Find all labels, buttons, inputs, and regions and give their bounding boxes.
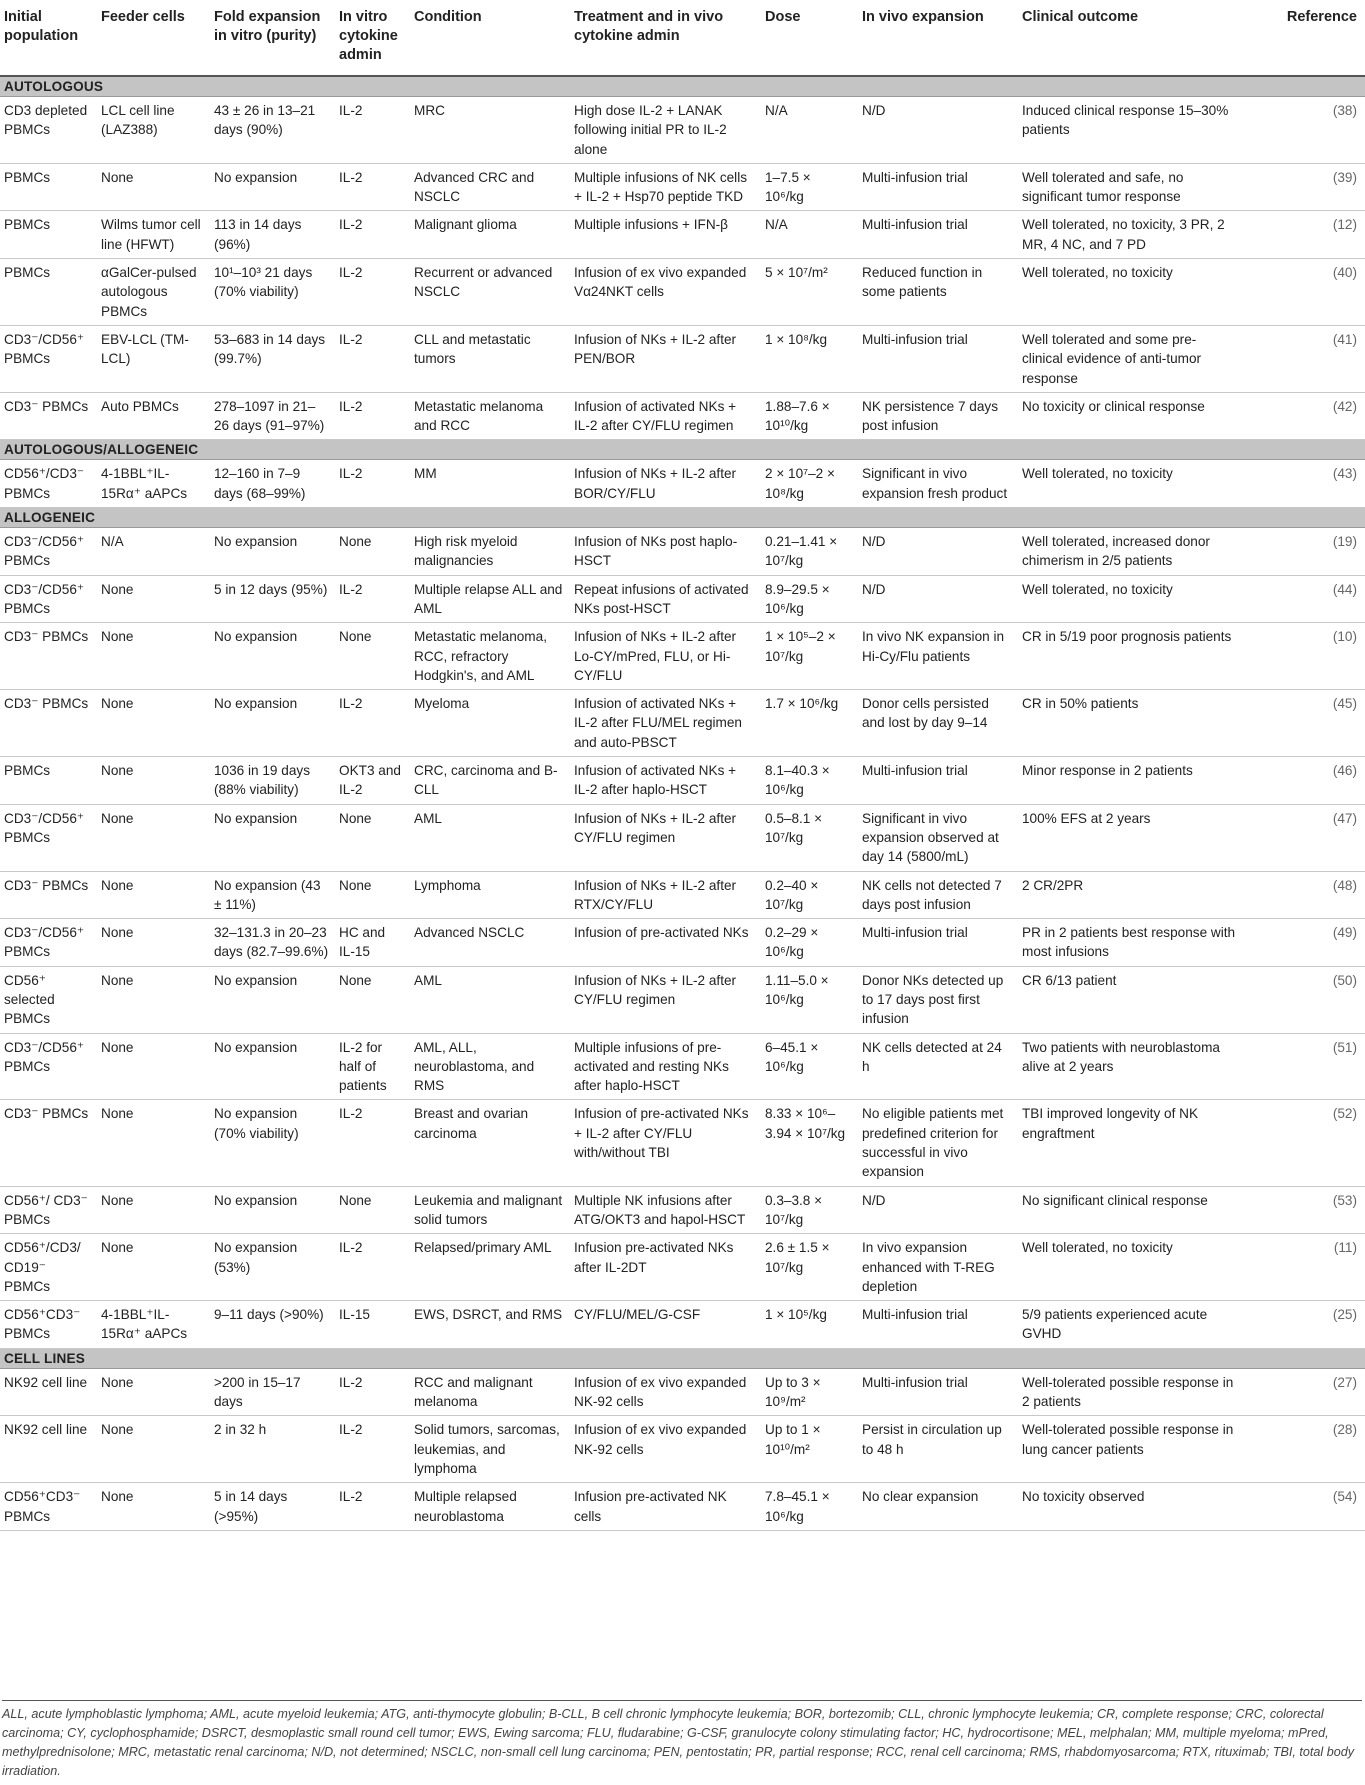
table-cell: 0.21–1.41 × 10⁷/kg xyxy=(761,528,858,576)
table-cell: Multiple NK infusions after ATG/OKT3 and hapol-HSCT xyxy=(570,1186,761,1234)
table-row xyxy=(0,460,1365,508)
table-cell: 8.33 × 10⁶–3.94 × 10⁷/kg xyxy=(761,1100,858,1186)
column-header: Treatment and in vivo cytokine admin xyxy=(570,0,761,76)
table-cell: No expansion (70% viability) xyxy=(210,1100,335,1186)
table-cell: IL-2 xyxy=(335,690,410,757)
table-cell: IL-2 xyxy=(335,1416,410,1483)
table-cell: 0.5–8.1 × 10⁷/kg xyxy=(761,804,858,871)
table-cell: 0.2–29 × 10⁶/kg xyxy=(761,919,858,967)
table-cell: MM xyxy=(410,460,570,508)
table-cell: Infusion of pre-activated NKs xyxy=(570,919,761,967)
table-cell: PBMCs xyxy=(0,163,97,211)
table-cell: CD56⁺/CD3/ CD19⁻ PBMCs xyxy=(0,1234,97,1301)
table-cell: 0.2–40 × 10⁷/kg xyxy=(761,871,858,919)
table-cell: No expansion xyxy=(210,1186,335,1234)
table-cell: (44) xyxy=(1243,575,1365,623)
table-cell: Breast and ovarian carcinoma xyxy=(410,1100,570,1186)
table-row xyxy=(0,528,1365,576)
table-cell: Infusion of activated NKs + IL-2 after haplo-HSCT xyxy=(570,757,761,805)
table-cell: (53) xyxy=(1243,1186,1365,1234)
table-row xyxy=(0,919,1365,967)
table-cell: (45) xyxy=(1243,690,1365,757)
table-cell: None xyxy=(335,528,410,576)
table-cell: (19) xyxy=(1243,528,1365,576)
table-cell: Metastatic melanoma, RCC, refractory Hodgkin's, and AML xyxy=(410,623,570,690)
table-cell: 278–1097 in 21–26 days (91–97%) xyxy=(210,392,335,440)
table-cell: Multi-infusion trial xyxy=(858,163,1018,211)
section-header-row xyxy=(0,76,1365,97)
table-header xyxy=(0,0,1365,76)
table-cell: HC and IL-15 xyxy=(335,919,410,967)
table-cell: 5 in 14 days (>95%) xyxy=(210,1483,335,1531)
table-cell: N/A xyxy=(761,211,858,259)
table-cell: IL-2 xyxy=(335,325,410,392)
table-cell: High dose IL-2 + LANAK following initial PR to IL-2 alone xyxy=(570,97,761,164)
table-cell: No expansion xyxy=(210,623,335,690)
table-cell: No expansion (43 ± 11%) xyxy=(210,871,335,919)
section-header-row xyxy=(0,508,1365,528)
table-cell: 2 CR/2PR xyxy=(1018,871,1243,919)
column-header: Fold expansion in vitro (purity) xyxy=(210,0,335,76)
table-cell: Infusion of ex vivo expanded NK-92 cells xyxy=(570,1368,761,1416)
table-cell: 8.1–40.3 × 10⁶/kg xyxy=(761,757,858,805)
table-cell: Donor NKs detected up to 17 days post first infusion xyxy=(858,966,1018,1033)
table-cell: (52) xyxy=(1243,1100,1365,1186)
table-cell: NK92 cell line xyxy=(0,1368,97,1416)
table-cell: No expansion xyxy=(210,690,335,757)
table-cell: NK persistence 7 days post infusion xyxy=(858,392,1018,440)
table-cell: N/D xyxy=(858,575,1018,623)
table-cell: IL-2 xyxy=(335,163,410,211)
table-cell: EWS, DSRCT, and RMS xyxy=(410,1301,570,1349)
table-cell: Lymphoma xyxy=(410,871,570,919)
table-cell: CR in 5/19 poor prognosis patients xyxy=(1018,623,1243,690)
column-header: Initial population xyxy=(0,0,97,76)
table-cell: None xyxy=(97,1483,210,1531)
table-cell: IL-2 xyxy=(335,97,410,164)
table-cell: AML xyxy=(410,966,570,1033)
table-cell: None xyxy=(97,871,210,919)
table-cell: None xyxy=(97,919,210,967)
table-cell: 5 in 12 days (95%) xyxy=(210,575,335,623)
table-cell: 53–683 in 14 days (99.7%) xyxy=(210,325,335,392)
table-cell: PR in 2 patients best response with most infusions xyxy=(1018,919,1243,967)
table-cell: PBMCs xyxy=(0,757,97,805)
table-row xyxy=(0,1100,1365,1186)
table-cell: Well tolerated, no toxicity xyxy=(1018,259,1243,326)
table-cell: Significant in vivo expansion observed at day 14 (5800/mL) xyxy=(858,804,1018,871)
table-cell: CD3⁻/CD56⁺ PBMCs xyxy=(0,919,97,967)
table-cell: Auto PBMCs xyxy=(97,392,210,440)
table-cell: Multiple relapsed neuroblastoma xyxy=(410,1483,570,1531)
table-cell: NK cells detected at 24 h xyxy=(858,1033,1018,1100)
section-header-row xyxy=(0,440,1365,460)
section-label: AUTOLOGOUS/ALLOGENEIC xyxy=(0,440,1365,460)
table-cell: Malignant glioma xyxy=(410,211,570,259)
table-cell: Infusion of NKs post haplo-HSCT xyxy=(570,528,761,576)
section-label: AUTOLOGOUS xyxy=(0,76,1365,97)
table-row xyxy=(0,97,1365,164)
table-cell: 1.88–7.6 × 10¹⁰/kg xyxy=(761,392,858,440)
table-cell: Multi-infusion trial xyxy=(858,757,1018,805)
table-cell: Well-tolerated possible response in lung cancer patients xyxy=(1018,1416,1243,1483)
table-cell: None xyxy=(335,804,410,871)
table-cell: Multiple relapse ALL and AML xyxy=(410,575,570,623)
table-cell: 7.8–45.1 × 10⁶/kg xyxy=(761,1483,858,1531)
table-cell: Infusion of ex vivo expanded Vα24NKT cells xyxy=(570,259,761,326)
table-cell: CD3⁻/CD56⁺ PBMCs xyxy=(0,528,97,576)
table-cell: IL-2 xyxy=(335,211,410,259)
table-cell: 9–11 days (>90%) xyxy=(210,1301,335,1349)
table-cell: (49) xyxy=(1243,919,1365,967)
table-cell: AML, ALL, neuroblastoma, and RMS xyxy=(410,1033,570,1100)
table-cell: None xyxy=(97,690,210,757)
table-cell: 5 × 10⁷/m² xyxy=(761,259,858,326)
table-cell: CLL and metastatic tumors xyxy=(410,325,570,392)
table-cell: Relapsed/primary AML xyxy=(410,1234,570,1301)
table-cell: Infusion of pre-activated NKs + IL-2 after CY/FLU with/without TBI xyxy=(570,1100,761,1186)
table-cell: Reduced function in some patients xyxy=(858,259,1018,326)
section-label: ALLOGENEIC xyxy=(0,508,1365,528)
table-row xyxy=(0,623,1365,690)
table-cell: None xyxy=(97,163,210,211)
table-cell: 5/9 patients experienced acute GVHD xyxy=(1018,1301,1243,1349)
table-cell: IL-2 xyxy=(335,460,410,508)
table-cell: Multi-infusion trial xyxy=(858,211,1018,259)
table-cell: IL-2 for half of patients xyxy=(335,1033,410,1100)
table-cell: CD3⁻/CD56⁺ PBMCs xyxy=(0,325,97,392)
table-row xyxy=(0,690,1365,757)
table-cell: (51) xyxy=(1243,1033,1365,1100)
table-cell: No expansion xyxy=(210,528,335,576)
table-cell: CD56⁺CD3⁻ PBMCs xyxy=(0,1301,97,1349)
table-cell: (47) xyxy=(1243,804,1365,871)
table-cell: IL-15 xyxy=(335,1301,410,1349)
table-cell: AML xyxy=(410,804,570,871)
table-cell: Well tolerated, no toxicity xyxy=(1018,1234,1243,1301)
table-cell: Infusion of activated NKs + IL-2 after CY/FLU regimen xyxy=(570,392,761,440)
table-cell: CD3⁻/CD56⁺ PBMCs xyxy=(0,575,97,623)
table-cell: 4-1BBL⁺IL-15Rα⁺ aAPCs xyxy=(97,460,210,508)
table-cell: Infusion of ex vivo expanded NK-92 cells xyxy=(570,1416,761,1483)
table-cell: IL-2 xyxy=(335,1100,410,1186)
table-cell: (28) xyxy=(1243,1416,1365,1483)
table-cell: None xyxy=(97,623,210,690)
table-cell: LCL cell line (LAZ388) xyxy=(97,97,210,164)
table-cell: Multiple infusions + IFN-β xyxy=(570,211,761,259)
table-cell: (12) xyxy=(1243,211,1365,259)
table-cell: 1 × 10⁵/kg xyxy=(761,1301,858,1349)
table-cell: None xyxy=(335,871,410,919)
table-cell: Infusion of NKs + IL-2 after PEN/BOR xyxy=(570,325,761,392)
column-header: Reference xyxy=(1243,0,1365,76)
table-row xyxy=(0,1483,1365,1531)
column-header: Feeder cells xyxy=(97,0,210,76)
table-cell: Multiple infusions of NK cells + IL-2 + Hsp70 peptide TKD xyxy=(570,163,761,211)
table-row xyxy=(0,804,1365,871)
table-cell: 1.7 × 10⁶/kg xyxy=(761,690,858,757)
table-cell: CD3⁻/CD56⁺ PBMCs xyxy=(0,804,97,871)
table-cell: 4-1BBL⁺IL-15Rα⁺ aAPCs xyxy=(97,1301,210,1349)
table-cell: CD56⁺ selected PBMCs xyxy=(0,966,97,1033)
table-cell: Well-tolerated possible response in 2 patients xyxy=(1018,1368,1243,1416)
table-row xyxy=(0,1368,1365,1416)
table-row xyxy=(0,325,1365,392)
table-cell: 113 in 14 days (96%) xyxy=(210,211,335,259)
table-row xyxy=(0,1416,1365,1483)
table-cell: (25) xyxy=(1243,1301,1365,1349)
column-header: Clinical outcome xyxy=(1018,0,1243,76)
table-cell: CD56⁺CD3⁻ PBMCs xyxy=(0,1483,97,1531)
table-cell: PBMCs xyxy=(0,211,97,259)
table-cell: CD3⁻/CD56⁺ PBMCs xyxy=(0,1033,97,1100)
table-cell: Myeloma xyxy=(410,690,570,757)
table-cell: IL-2 xyxy=(335,1368,410,1416)
table-cell: None xyxy=(97,575,210,623)
table-cell: Donor cells persisted and lost by day 9–14 xyxy=(858,690,1018,757)
table-row xyxy=(0,966,1365,1033)
table-cell: Multi-infusion trial xyxy=(858,919,1018,967)
table-cell: Wilms tumor cell line (HFWT) xyxy=(97,211,210,259)
column-header: In vitro cytokine admin xyxy=(335,0,410,76)
table-cell: Up to 3 × 10⁹/m² xyxy=(761,1368,858,1416)
table-cell: Infusion of NKs + IL-2 after RTX/CY/FLU xyxy=(570,871,761,919)
table-cell: EBV-LCL (TM-LCL) xyxy=(97,325,210,392)
table-cell: N/D xyxy=(858,97,1018,164)
column-header: In vivo expansion xyxy=(858,0,1018,76)
table-row xyxy=(0,757,1365,805)
table-cell: 8.9–29.5 × 10⁶/kg xyxy=(761,575,858,623)
table-cell: 1 × 10⁵–2 × 10⁷/kg xyxy=(761,623,858,690)
table-cell: Well tolerated and some pre-clinical evidence of anti-tumor response xyxy=(1018,325,1243,392)
table-cell: No expansion xyxy=(210,966,335,1033)
table-cell: CD3⁻ PBMCs xyxy=(0,690,97,757)
table-cell: IL-2 xyxy=(335,1483,410,1531)
table-cell: >200 in 15–17 days xyxy=(210,1368,335,1416)
table-cell: (38) xyxy=(1243,97,1365,164)
table-cell: None xyxy=(97,1368,210,1416)
table-cell: Persist in circulation up to 48 h xyxy=(858,1416,1018,1483)
table-cell: 12–160 in 7–9 days (68–99%) xyxy=(210,460,335,508)
table-cell: Up to 1 × 10¹⁰/m² xyxy=(761,1416,858,1483)
table-cell: 6–45.1 × 10⁶/kg xyxy=(761,1033,858,1100)
table-cell: Recurrent or advanced NSCLC xyxy=(410,259,570,326)
table-cell: Significant in vivo expansion fresh product xyxy=(858,460,1018,508)
table-cell: IL-2 xyxy=(335,259,410,326)
table-cell: No expansion xyxy=(210,163,335,211)
table-cell: (46) xyxy=(1243,757,1365,805)
table-cell: None xyxy=(97,1100,210,1186)
table-cell: Repeat infusions of activated NKs post-HSCT xyxy=(570,575,761,623)
table-cell: N/D xyxy=(858,528,1018,576)
section-header-row xyxy=(0,1348,1365,1368)
table-cell: N/A xyxy=(761,97,858,164)
table-cell: Metastatic melanoma and RCC xyxy=(410,392,570,440)
table-cell: Solid tumors, sarcomas, leukemias, and lymphoma xyxy=(410,1416,570,1483)
table-cell: No significant clinical response xyxy=(1018,1186,1243,1234)
table-row xyxy=(0,575,1365,623)
table-cell: None xyxy=(97,1234,210,1301)
table-cell: (27) xyxy=(1243,1368,1365,1416)
table-cell: (43) xyxy=(1243,460,1365,508)
table-row xyxy=(0,1033,1365,1100)
table-cell: N/A xyxy=(97,528,210,576)
table-cell: No expansion xyxy=(210,1033,335,1100)
table-cell: IL-2 xyxy=(335,392,410,440)
section-label: CELL LINES xyxy=(0,1348,1365,1368)
table-cell: None xyxy=(97,1186,210,1234)
table-cell: 32–131.3 in 20–23 days (82.7–99.6%) xyxy=(210,919,335,967)
table-cell: In vivo expansion enhanced with T-REG depletion xyxy=(858,1234,1018,1301)
table-cell: CD56⁺/ CD3⁻ PBMCs xyxy=(0,1186,97,1234)
table-cell: CD3⁻ PBMCs xyxy=(0,1100,97,1186)
table-cell: NK cells not detected 7 days post infusion xyxy=(858,871,1018,919)
table-cell: Induced clinical response 15–30% patients xyxy=(1018,97,1243,164)
table-row xyxy=(0,259,1365,326)
table-cell: None xyxy=(335,623,410,690)
column-header: Dose xyxy=(761,0,858,76)
table-row xyxy=(0,1301,1365,1349)
table-row xyxy=(0,1186,1365,1234)
table-cell: CD3⁻ PBMCs xyxy=(0,392,97,440)
table-cell: (41) xyxy=(1243,325,1365,392)
table-cell: 43 ± 26 in 13–21 days (90%) xyxy=(210,97,335,164)
table-cell: No expansion xyxy=(210,804,335,871)
table-cell: CD3 depleted PBMCs xyxy=(0,97,97,164)
table-cell: Well tolerated, increased donor chimerism in 2/5 patients xyxy=(1018,528,1243,576)
table-cell: Infusion pre-activated NKs after IL-2DT xyxy=(570,1234,761,1301)
table-cell: OKT3 and IL-2 xyxy=(335,757,410,805)
table-cell: Infusion of NKs + IL-2 after CY/FLU regimen xyxy=(570,966,761,1033)
table-cell: Two patients with neuroblastoma alive at 2 years xyxy=(1018,1033,1243,1100)
table-cell: In vivo NK expansion in Hi-Cy/Flu patients xyxy=(858,623,1018,690)
table-cell: 1.11–5.0 × 10⁶/kg xyxy=(761,966,858,1033)
table-row xyxy=(0,1234,1365,1301)
table-cell: (11) xyxy=(1243,1234,1365,1301)
table-cell: NK92 cell line xyxy=(0,1416,97,1483)
table-cell: Infusion of NKs + IL-2 after BOR/CY/FLU xyxy=(570,460,761,508)
table-cell: 2 × 10⁷–2 × 10⁸/kg xyxy=(761,460,858,508)
table-cell: No clear expansion xyxy=(858,1483,1018,1531)
table-cell: (42) xyxy=(1243,392,1365,440)
table-cell: None xyxy=(97,1416,210,1483)
table-body xyxy=(0,76,1365,1530)
table-cell: None xyxy=(97,966,210,1033)
table-cell: Multiple infusions of pre-activated and resting NKs after haplo-HSCT xyxy=(570,1033,761,1100)
table-cell: CR in 50% patients xyxy=(1018,690,1243,757)
table-cell: None xyxy=(335,966,410,1033)
table-cell: 2 in 32 h xyxy=(210,1416,335,1483)
table-cell: MRC xyxy=(410,97,570,164)
table-row xyxy=(0,211,1365,259)
table-cell: 0.3–3.8 × 10⁷/kg xyxy=(761,1186,858,1234)
table-cell: Multi-infusion trial xyxy=(858,1368,1018,1416)
table-cell: No eligible patients met predefined criterion for successful in vivo expansion xyxy=(858,1100,1018,1186)
table-cell: Minor response in 2 patients xyxy=(1018,757,1243,805)
table-cell: Advanced CRC and NSCLC xyxy=(410,163,570,211)
abbreviations-footnote: ALL, acute lymphoblastic lymphoma; AML, acute myeloid leukemia; ATG, anti-thymocyte globulin; B-CLL, B cell chronic lymphocyte leukemia; BOR, bortezomib; CLL, chronic lymphocyte leukemia; CR, complete response; CRC, colorectal carcinoma; CY, cyclophosphamide; DSRCT, desmoplastic small round cell tumor; EWS, Ewing sarcoma; FLU, fludarabine; G-CSF, granulocyte colony stimulating factor; HC, hydrocortisone; MEL, melphalan; MM, multiple myeloma; mPred, methylprednisolone; MRC, metastatic renal carcinoma; N/D, not determined; NSCLC, non-small cell lung carcinoma; PEN, pentostatin; PR, partial response; RCC, renal cell carcinoma; RMS, rhabdomyosarcoma; RTX, rituximab; TBI, total body irradiation. xyxy=(2,1700,1362,1781)
table-cell: Advanced NSCLC xyxy=(410,919,570,967)
table-cell: CD3⁻ PBMCs xyxy=(0,623,97,690)
header-row xyxy=(0,0,1365,76)
table-cell: Infusion of NKs + IL-2 after CY/FLU regimen xyxy=(570,804,761,871)
table-cell: None xyxy=(97,804,210,871)
table-row xyxy=(0,163,1365,211)
table-cell: No toxicity observed xyxy=(1018,1483,1243,1531)
table-cell: CD56⁺/CD3⁻ PBMCs xyxy=(0,460,97,508)
table-cell: (50) xyxy=(1243,966,1365,1033)
table-row xyxy=(0,392,1365,440)
table-cell: CD3⁻ PBMCs xyxy=(0,871,97,919)
table-cell: CY/FLU/MEL/G-CSF xyxy=(570,1301,761,1349)
table-cell: 2.6 ± 1.5 × 10⁷/kg xyxy=(761,1234,858,1301)
table-cell: Well tolerated and safe, no significant tumor response xyxy=(1018,163,1243,211)
table-cell: Well tolerated, no toxicity xyxy=(1018,575,1243,623)
table-cell: 1036 in 19 days (88% viability) xyxy=(210,757,335,805)
table-cell: No expansion (53%) xyxy=(210,1234,335,1301)
table-cell: N/D xyxy=(858,1186,1018,1234)
table-cell: αGalCer-pulsed autologous PBMCs xyxy=(97,259,210,326)
table-cell: Well tolerated, no toxicity xyxy=(1018,460,1243,508)
table-cell: Leukemia and malignant solid tumors xyxy=(410,1186,570,1234)
table-cell: 100% EFS at 2 years xyxy=(1018,804,1243,871)
column-header: Condition xyxy=(410,0,570,76)
table-cell: (40) xyxy=(1243,259,1365,326)
table-cell: None xyxy=(97,1033,210,1100)
table-cell: Multi-infusion trial xyxy=(858,1301,1018,1349)
table-cell: None xyxy=(335,1186,410,1234)
table-cell: Infusion of NKs + IL-2 after Lo-CY/mPred, FLU, or Hi-CY/FLU xyxy=(570,623,761,690)
table-cell: PBMCs xyxy=(0,259,97,326)
table-cell: IL-2 xyxy=(335,1234,410,1301)
table-cell: (39) xyxy=(1243,163,1365,211)
table-cell: IL-2 xyxy=(335,575,410,623)
table-cell: CR 6/13 patient xyxy=(1018,966,1243,1033)
table-cell: (54) xyxy=(1243,1483,1365,1531)
table-cell: 1 × 10⁸/kg xyxy=(761,325,858,392)
table-cell: Well tolerated, no toxicity, 3 PR, 2 MR, 4 NC, and 7 PD xyxy=(1018,211,1243,259)
table-cell: 1–7.5 × 10⁶/kg xyxy=(761,163,858,211)
table-cell: None xyxy=(97,757,210,805)
table-cell: CRC, carcinoma and B-CLL xyxy=(410,757,570,805)
table-row xyxy=(0,871,1365,919)
table-cell: No toxicity or clinical response xyxy=(1018,392,1243,440)
table-cell: 10¹–10³ 21 days (70% viability) xyxy=(210,259,335,326)
table-cell: (10) xyxy=(1243,623,1365,690)
table-cell: Infusion pre-activated NK cells xyxy=(570,1483,761,1531)
table-cell: (48) xyxy=(1243,871,1365,919)
table-cell: TBI improved longevity of NK engraftment xyxy=(1018,1100,1243,1186)
table-cell: Multi-infusion trial xyxy=(858,325,1018,392)
table-cell: High risk myeloid malignancies xyxy=(410,528,570,576)
table-cell: Infusion of activated NKs + IL-2 after FLU/MEL regimen and auto-PBSCT xyxy=(570,690,761,757)
table-cell: RCC and malignant melanoma xyxy=(410,1368,570,1416)
